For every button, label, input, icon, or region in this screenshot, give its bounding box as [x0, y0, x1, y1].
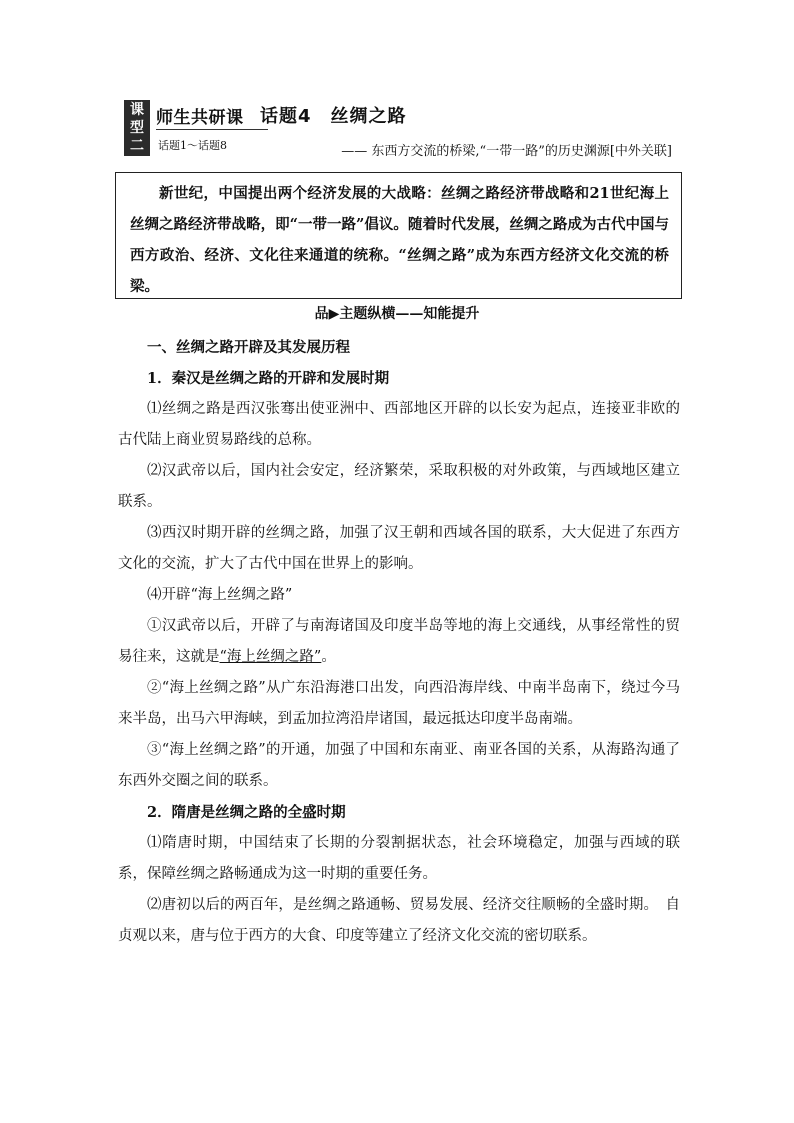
paragraph-end: 。 — [321, 649, 336, 665]
paragraph: ②“海上丝绸之路”从广东沿海港口出发，向西沿海岸线、中南半岛南下，绕过今马来半岛，出马六甲海峡，到孟加拉湾沿岸诸国，最远抵达印度半岛南端。 — [118, 680, 680, 727]
underlined-term: “海上丝绸之路” — [219, 649, 322, 665]
subheading-1: 1．秦汉是丝绸之路的开辟和发展时期 — [147, 370, 390, 387]
paragraph: ⑵汉武帝以后，国内社会安定，经济繁荣，采取积极的对外政策，与西域地区建立联系。 — [118, 463, 680, 510]
subheading-2: 2．隋唐是丝绸之路的全盛时期 — [147, 804, 346, 821]
paragraph: ③“海上丝绸之路”的开通，加强了中国和东南亚、南亚各国的关系，从海路沟通了东西外交圈之间的联系。 — [118, 742, 680, 789]
divider — [156, 129, 268, 130]
paragraph: ⑴丝绸之路是西汉张骞出使亚洲中、西部地区开辟的以长安为起点，连接亚非欧的古代陆上商业贸易路线的总称。 — [118, 401, 680, 448]
paragraph: ⑵唐初以后的两百年，是丝绸之路通畅、贸易发展、经济交往顺畅的全盛时期。 自贞观以来，唐与位于西方的大食、印度等建立了经济文化交流的密切联系。 — [118, 897, 680, 944]
lesson-char: 二 — [130, 138, 144, 154]
topic-subtitle: —— 东西方交流的桥梁,“一带一路”的历史渊源[中外关联] — [341, 144, 672, 159]
paragraph: ⑶西汉时期开辟的丝绸之路，加强了汉王朝和西域各国的联系，大大促进了东西方文化的交流，扩大了古代中国在世界上的影响。 — [118, 525, 680, 572]
lesson-char: 课 — [130, 102, 144, 118]
section-heading — [0, 303, 794, 323]
main-content — [118, 332, 680, 952]
lesson-range: 话题1～话题8 — [158, 139, 227, 152]
play-arrow-icon: ▶ — [328, 306, 340, 322]
lesson-header — [124, 100, 684, 162]
intro-box — [115, 172, 682, 299]
section-title: 主题纵横——知能提升 — [339, 306, 480, 322]
heading-1: 一、丝绸之路开辟及其发展历程 — [147, 339, 350, 356]
lesson-char: 型 — [130, 120, 144, 136]
topic-title: 话题4 丝绸之路 — [260, 106, 407, 127]
intro-text: 新世纪，中国提出两个经济发展的大战略：丝绸之路经济带战略和21世纪海上丝绸之路经济带战略，即“一带一路”倡议。随着时代发展，丝绸之路成为古代中国与西方政治、经济、文化往来通道的统称。“丝绸之路”成为东西方经济文化交流的桥梁。 — [130, 185, 669, 295]
section-prefix: 品 — [314, 306, 329, 322]
paragraph: ⑷开辟“海上丝绸之路” — [147, 587, 293, 603]
paragraph: ⑴隋唐时期，中国结束了长期的分裂割据状态，社会环境稳定，加强与西域的联系，保障丝绸之路畅通成为这一时期的重要任务。 — [118, 835, 680, 882]
paragraph — [118, 611, 680, 673]
paragraph-text: ①汉武帝以后，开辟了与南海诸国及印度半岛等地的海上交通线，从事经常性的贸易往来，这就是 — [118, 618, 680, 665]
lesson-name: 师生共研课 — [156, 108, 244, 128]
